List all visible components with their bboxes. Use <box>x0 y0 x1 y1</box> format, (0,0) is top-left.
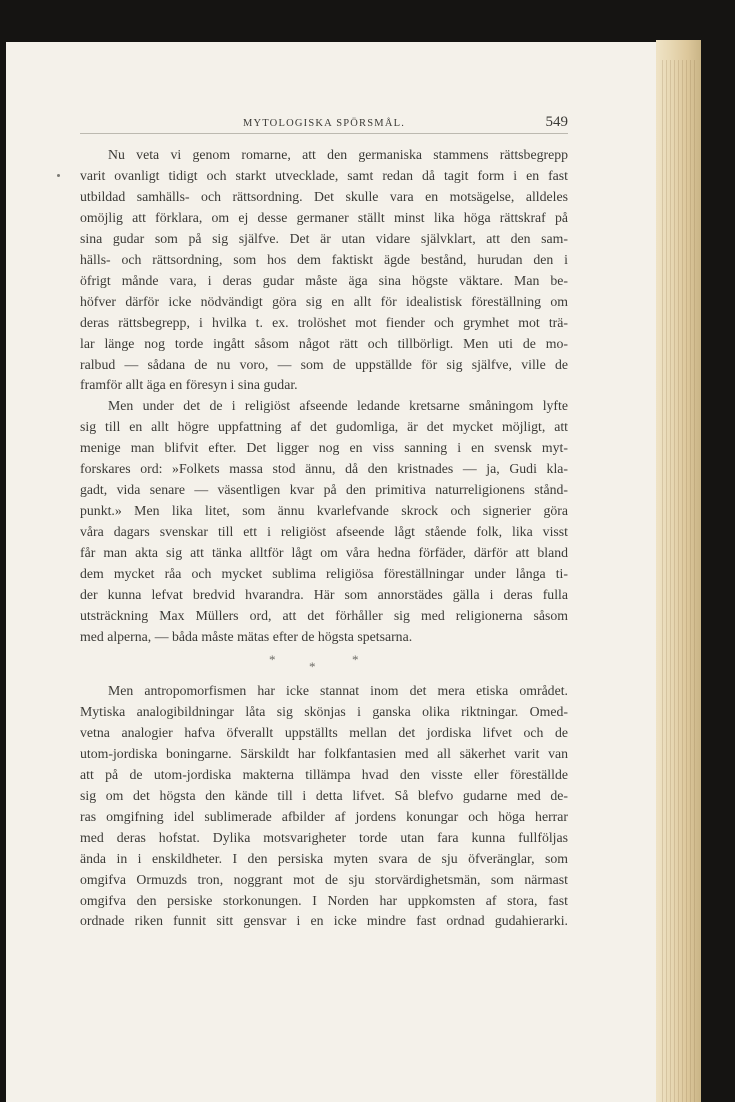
text-line: omgifva Ormuzds tron, noggrant mot de sju storvärdighetsmän, som närmast <box>80 871 568 887</box>
text-line: med alperna, — båda måste mätas efter de högsta spetsarna. <box>80 628 413 644</box>
text-line: deras rättsbegrepp, i hvilka t. ex. trolöshet mot fiender och grymhet mot trä- <box>80 314 568 330</box>
body-text <box>80 145 568 648</box>
text-line: utom-jordiska boningarne. Särskildt har folkfantasien med all säkerhet varit van <box>80 745 568 761</box>
body-text-continued <box>80 681 568 932</box>
scan-speck <box>57 174 60 177</box>
text-line: sig om det högsta den kände till i detta lifvet. Så blefvo gudarne med de- <box>80 787 568 803</box>
text-line: varit ovanligt tidigt och starkt utvecklade, samt redan då tagit form i en fast <box>80 167 568 183</box>
page-number: 549 <box>545 114 568 130</box>
text-line: får man akta sig att tänka alltför lågt om våra hedna förfäder, därför att bland <box>80 545 568 561</box>
text-line: ordnade riken funnit sitt gensvar i en icke mindre fast ordnad gudahierarki. <box>80 913 568 929</box>
text-line: ralbud — sådana de nu voro, — som de uppställde för sig själfve, ville de <box>80 356 568 372</box>
text-line: Mytiska analogibildningar låta sig skönjas i ganska olika riktningar. Omed- <box>80 703 568 719</box>
asterisk: * <box>352 652 359 667</box>
running-head: MYTOLOGISKA SPÖRSMÅL. <box>242 118 406 129</box>
text-line: gadt, vida senare — väsentligen kvar på den primitiva naturreligionens stånd- <box>80 482 568 498</box>
text-line: Nu veta vi genom romarne, att den germaniska stammens rättsbegrepp <box>108 147 568 162</box>
paragraph-2 <box>80 396 568 647</box>
text-line: der kunna lefvat bredvid hvarandra. Här som annorstädes gälla i deras fulla <box>80 587 568 603</box>
paragraph-3 <box>80 681 568 932</box>
text-line: forskares ord: »Folkets massa stod ännu, då den kristnades — ja, Gudi kla- <box>80 461 568 477</box>
text-line: menige man blifvit efter. Det ligger nog en viss sanning i en svensk myt- <box>80 440 568 456</box>
text-line: dem mycket råa och mycket sublima religiösa föreställningar under långa ti- <box>80 566 568 582</box>
text-line: utbildad samhälls- och rättsordning. Det skulle vara en motsägelse, alldeles <box>80 188 568 204</box>
text-line: hälls- och rättsordning, som hos dem faktiskt ägde bestånd, hurudan den i <box>80 251 568 267</box>
text-line: med deras hofstat. Dylika motsvarigheter torde utan fara kunna fullföljas <box>80 829 568 845</box>
text-line: framför allt äga en föresyn i sina gudar. <box>80 377 298 393</box>
text-line: vetna analogier hafva öfverallt uppställts mellan det jordiska lifvet och de <box>80 724 568 740</box>
text-line: omöjlig att förklara, om ej desse germaner ställt minst lika höga rättskraf på <box>80 209 568 225</box>
header-rule <box>80 133 568 134</box>
text-line: öfrigt månde vara, i deras gudar måste äga sina högste väktare. Man be- <box>80 272 568 288</box>
text-line: Men antropomorfismen har icke stannat inom det mera etiska området. <box>108 683 568 698</box>
page-header <box>80 114 568 134</box>
text-line: utsträckning Max Müllers ord, att det förhåller sig med religionerna såsom <box>80 607 568 623</box>
text-line: sig till en allt högre uppfattning af det gudomliga, är det mycket möjligt, att <box>80 419 568 435</box>
asterisk: * <box>269 652 276 667</box>
page-edge-lines <box>662 60 698 1102</box>
section-break <box>80 652 568 682</box>
asterisk: * <box>309 659 316 674</box>
text-line: att på de utom-jordiska makterna tillämpa hvad den visste eller föreställde <box>80 766 568 782</box>
text-line: Men under det de i religiöst afseende ledande kretsarne småningom lyfte <box>108 398 568 414</box>
text-line: ras omgifning idel sublimerade afbilder af jordens konungar och höga herrar <box>80 808 568 824</box>
paragraph-1 <box>80 145 568 396</box>
text-line: höfver därför icke nödvändigt göra sig en allt för idealistisk föreställning om <box>80 293 568 309</box>
text-line: omgifva den persiske storkonungen. I Norden har uppkomsten af stora, fast <box>80 892 568 908</box>
text-line: punkt.» Men lika litet, som ännu kvarlefvande skrock och signerier göra <box>80 503 568 519</box>
text-line: sina gudar som på sig själfve. Det är utan vidare självklart, att den sam- <box>80 230 568 246</box>
text-line: lar länge nog torde ingått såsom något rätt och tillbörligt. Men uti de mo- <box>80 335 568 351</box>
text-line: våra dagars svenskar till ett i religiöst afseende lågt stående folk, lika visst <box>80 524 568 540</box>
text-line: ända in i enskildheter. I den persiska myten svara de sju öfveränglar, som <box>80 850 568 866</box>
